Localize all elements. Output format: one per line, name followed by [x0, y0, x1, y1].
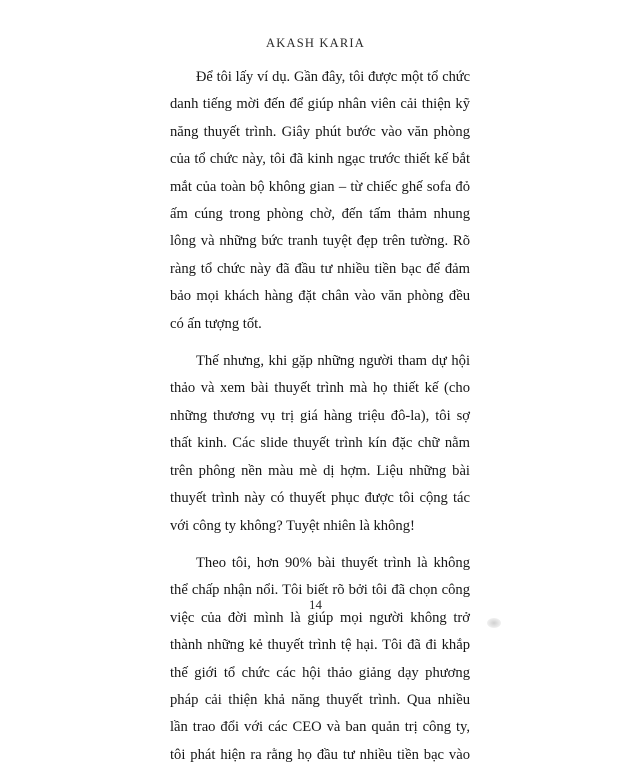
body-text: [170, 64, 470, 769]
text-line: với công ty không? Tuyệt nhiên là không!: [170, 517, 415, 534]
text-line: lần trao đổi với các CEO và ban quản trị công ty,: [170, 719, 470, 736]
text-line: lông và những bức tranh tuyệt đẹp trên tường. Rõ: [170, 233, 470, 250]
text-line: thuyết trình này có thuyết phục được tôi cộng tác: [170, 490, 470, 507]
text-line: Thế nhưng, khi gặp những người tham dự hội: [196, 353, 470, 370]
text-line: năng thuyết trình. Giây phút bước vào văn phòng: [170, 123, 470, 140]
text-line: Theo tôi, hơn 90% bài thuyết trình là không: [196, 554, 470, 571]
text-line: trên phông nền màu mè dị hợm. Liệu những bài: [170, 462, 470, 479]
text-line: tôi phát hiện ra rằng họ đầu tư nhiều tiền bạc vào: [170, 746, 470, 763]
text-line: danh tiếng mời đến để giúp nhân viên cải thiện kỹ: [170, 96, 470, 113]
text-line: ràng tổ chức này đã đầu tư nhiều tiền bạc để đảm: [170, 260, 470, 277]
text-line: thảo và xem bài thuyết trình mà họ thiết kế (cho: [170, 380, 470, 397]
text-line: thành những kẻ thuyết trình tệ hại. Tôi đã đi khắp: [170, 637, 470, 654]
text-line: của tổ chức này, tôi đã kinh ngạc trước thiết kế bắt: [170, 151, 470, 168]
text-line: thất kinh. Các slide thuyết trình kín đặc chữ nằm: [170, 435, 470, 452]
text-line: thể chấp nhận nổi. Tôi biết rõ bởi tôi đã chọn công: [170, 582, 470, 599]
text-line: pháp cải thiện khả năng thuyết trình. Qua nhiều: [170, 691, 470, 708]
running-header-author: AKASH KARIA: [266, 36, 365, 50]
text-line: những thương vụ trị giá hàng triệu đô-la), tôi sợ: [170, 407, 470, 424]
text-line: việc của đời mình là giúp mọi người không trở: [170, 609, 470, 626]
text-line: thế giới tổ chức các hội thảo giảng dạy phương: [170, 664, 470, 681]
paragraph-1: [170, 64, 470, 338]
text-line: bảo mọi khách hàng đặt chân vào văn phòng đều: [170, 288, 470, 305]
print-smudge: [487, 618, 501, 628]
paragraph-3: [170, 550, 470, 769]
page-number: 14: [309, 597, 322, 612]
text-line: mắt của toàn bộ không gian – từ chiếc ghế sofa đỏ: [170, 178, 470, 195]
text-line: Để tôi lấy ví dụ. Gần đây, tôi được một tổ chức: [196, 69, 470, 85]
paragraph-2: [170, 348, 470, 540]
text-line: ấm cúng trong phòng chờ, đến tấm thảm nhung: [170, 206, 470, 223]
text-line: có ấn tượng tốt.: [170, 315, 262, 332]
